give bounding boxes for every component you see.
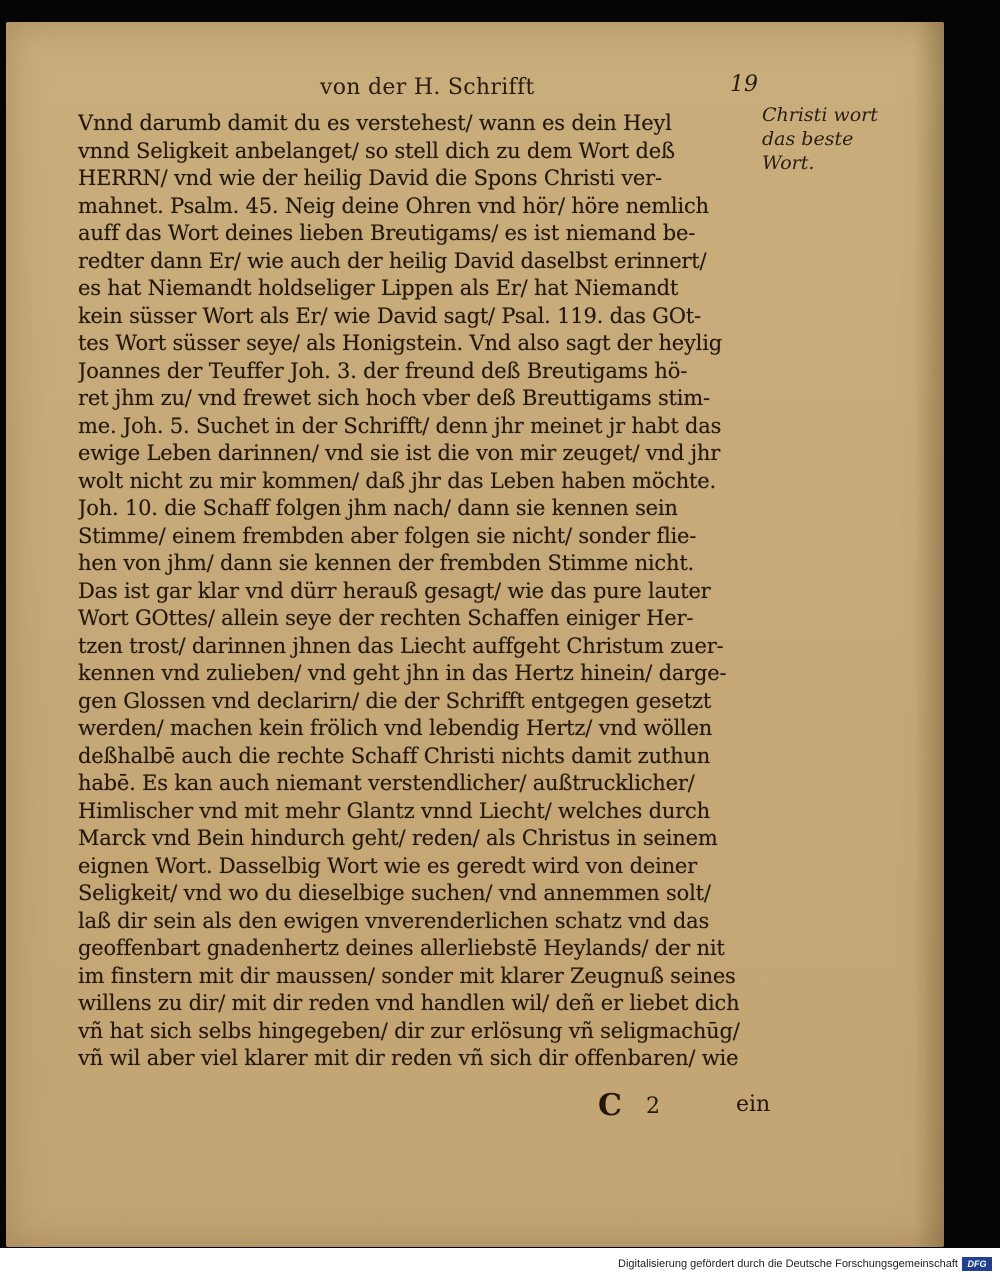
text-line: es hat Niemandt holdseliger Lippen als Er/ hat Niemandt xyxy=(78,276,679,300)
page-edge-shadow xyxy=(914,22,944,1247)
text-line: ewige Leben darinnen/ vnd sie ist die von mir zeuget/ vnd jhr xyxy=(78,441,721,465)
text-line: Joannes der Teuffer Joh. 3. der freund deß Breutigams hö- xyxy=(78,358,688,383)
text-line: tzen trost/ darinnen jhnen das Liecht auffgeht Christum zuer- xyxy=(78,633,724,658)
text-line: Seligkeit/ vnd wo du dieselbige suchen/ vnd annemmen solt/ xyxy=(78,881,711,905)
text-line: vnnd Seligkeit anbelanget/ so stell dich zu dem Wort deß xyxy=(78,138,675,163)
text-line: vñ hat sich selbs hingegeben/ dir zur erlösung vñ seligmachūg/ xyxy=(78,1018,740,1043)
text-line: Das ist gar klar vnd dürr herauß gesagt/ wie das pure lauter xyxy=(78,578,711,603)
text-line: redter dann Er/ wie auch der heilig David daselbst erinnert/ xyxy=(78,248,707,273)
text-line: Joh. 10. die Schaff folgen jhm nach/ dann sie kennen sein xyxy=(78,496,678,520)
marginal-note-line: Wort. xyxy=(762,152,815,174)
marginal-note-line: Christi wort xyxy=(762,104,878,126)
running-head: von der H. Schrifft xyxy=(320,75,535,100)
text-line: auff das Wort deines lieben Breutigams/ es ist niemand be- xyxy=(78,221,696,245)
text-line: laß dir sein als den ewigen vnverenderlichen schatz vnd das xyxy=(78,908,710,933)
text-line: vñ wil aber viel klarer mit dir reden vñ sich dir offenbaren/ wie xyxy=(78,1046,739,1070)
text-line: Wort GOttes/ allein seye der rechten Schaffen einiger Her- xyxy=(78,606,694,630)
body-text xyxy=(78,110,768,1073)
marginal-note xyxy=(762,103,902,175)
signature-number: 2 xyxy=(646,1094,660,1119)
footer-bar xyxy=(0,1248,1000,1280)
text-line: werden/ machen kein frölich vnd lebendig Hertz/ vnd wöllen xyxy=(78,716,713,740)
text-line: habē. Es kan auch niemant verstendlicher/ außtrucklicher/ xyxy=(78,771,695,795)
marginal-note-line: das beste xyxy=(762,128,854,150)
folio-number: 19 xyxy=(730,72,758,97)
catchword-line xyxy=(598,1088,788,1123)
text-line: ret jhm zu/ vnd frewet sich hoch vber deß Breuttigams stim- xyxy=(78,386,710,410)
text-line: Himlischer vnd mit mehr Glantz vnnd Liecht/ welches durch xyxy=(78,798,710,823)
text-line: wolt nicht zu mir kommen/ daß jhr das Leben haben möchte. xyxy=(78,468,716,493)
text-line: eignen Wort. Dasselbig Wort wie es geredt wird von deiner xyxy=(78,853,697,878)
text-line: hen von jhm/ dann sie kennen der frembden Stimme nicht. xyxy=(78,551,695,575)
text-line: kein süsser Wort als Er/ wie David sagt/ Psal. 119. das GOt- xyxy=(78,303,701,328)
text-line: im finstern mit dir maussen/ sonder mit klarer Zeugnuß seines xyxy=(78,963,736,988)
text-line: deßhalbē auch die rechte Schaff Christi nichts damit zuthun xyxy=(78,743,711,768)
text-line: tes Wort süsser seye/ als Honigstein. Vnd also sagt der heylig xyxy=(78,331,722,355)
dfg-logo: DFG xyxy=(962,1257,992,1271)
funding-notice: Digitalisierung gefördert durch die Deutsche Forschungsgemeinschaft xyxy=(618,1258,958,1270)
text-line: kennen vnd zulieben/ vnd geht jhn in das Hertz hinein/ darge- xyxy=(78,661,727,685)
signature-mark: C xyxy=(598,1088,622,1123)
text-line: me. Joh. 5. Suchet in der Schrifft/ denn jhr meinet jr habt das xyxy=(78,413,722,438)
text-line: mahnet. Psalm. 45. Neig deine Ohren vnd hör/ höre nemlich xyxy=(78,193,709,218)
text-line: Marck vnd Bein hindurch geht/ reden/ als Christus in seinem xyxy=(78,826,718,850)
text-line: geoffenbart gnadenhertz deines allerliebstē Heylands/ der nit xyxy=(78,936,725,960)
catchword: ein xyxy=(736,1092,771,1117)
text-line: HERRN/ vnd wie der heilig David die Spons Christi ver- xyxy=(78,166,662,190)
text-line: gen Glossen vnd declarirn/ die der Schrifft entgegen gesetzt xyxy=(78,688,712,713)
text-line: willens zu dir/ mit dir reden vnd handlen wil/ deñ er liebet dich xyxy=(78,991,740,1015)
text-line: Vnnd darumb damit du es verstehest/ wann es dein Heyl xyxy=(78,111,672,135)
text-line: Stimme/ einem frembden aber folgen sie nicht/ sonder flie- xyxy=(78,523,697,548)
